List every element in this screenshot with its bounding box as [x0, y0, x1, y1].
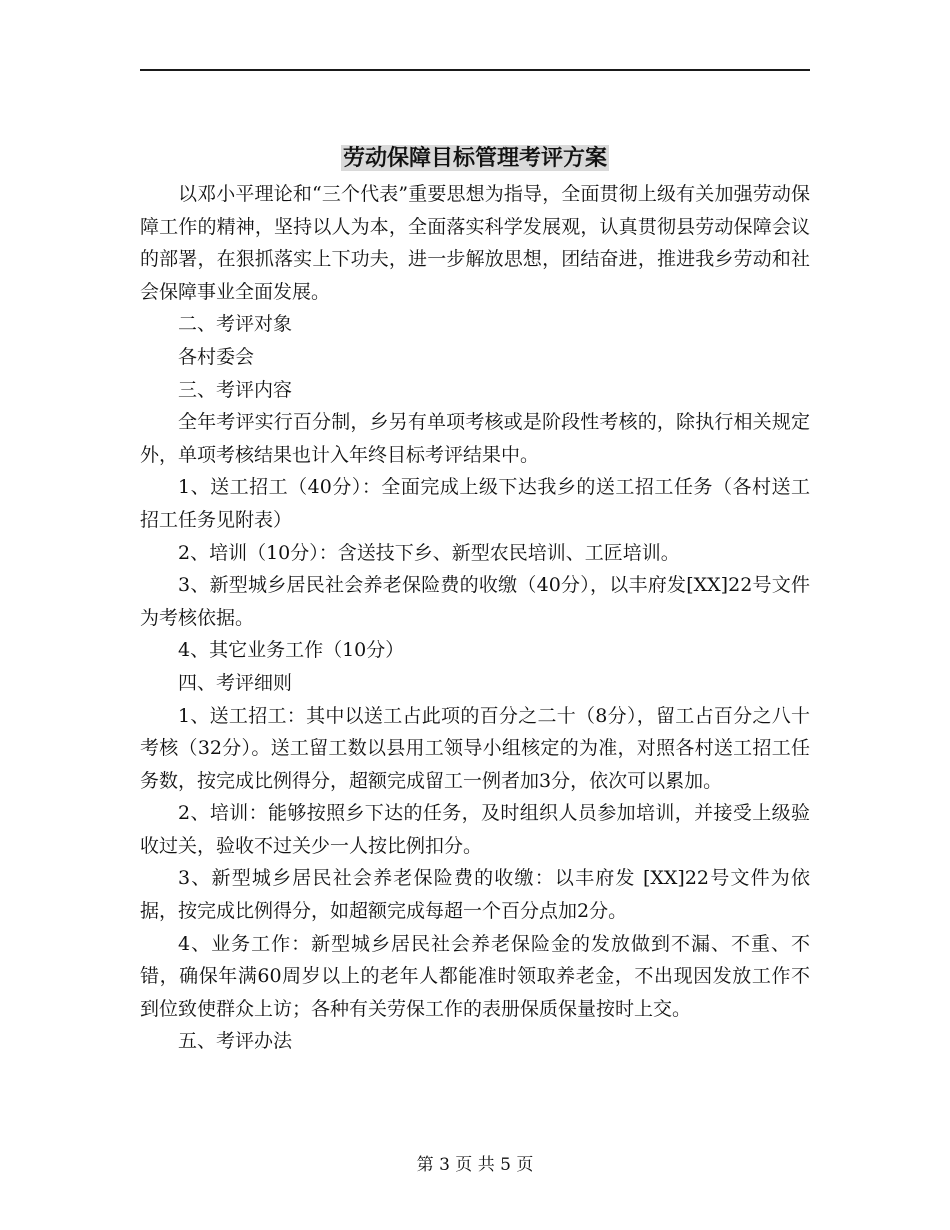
section-heading: 三、考评内容 [178, 378, 293, 401]
list-item: 2、培训（10分）：含送技下乡、新型农民培训、工匠培训。 [178, 541, 680, 564]
list-item: 1、送工招工（40分）：全面完成上级下达我乡的送工招工任务（各村送工招工任务见附表） [140, 476, 810, 531]
list-item: 3、新型城乡居民社会养老保险费的收缴（40分），以丰府发[XX]22号文件为考核依据。 [140, 574, 810, 629]
section-heading: 五、考评办法 [178, 1030, 293, 1053]
document-title-text: 劳动保障目标管理考评方案 [342, 145, 607, 171]
header-rule [140, 69, 810, 71]
paragraph: 以邓小平理论和“三个代表”重要思想为指导，全面贯彻上级有关加强劳动保障工作的精神，坚持以人为本，全面落实科学发展观，认真贯彻县劳动保障会议的部署，在狠抓落实上下功夫，进一步解放思想，团结奋进，推进我乡劳动和社会保障事业全面发展。 [140, 183, 810, 303]
section-heading: 四、考评细则 [178, 671, 293, 694]
paragraph: 全年考评实行百分制，乡另有单项考核或是阶段性考核的，除执行相关规定外，单项考核结果也计入年终目标考评结果中。 [140, 411, 810, 466]
document-title [0, 142, 950, 174]
section-heading: 二、考评对象 [178, 313, 293, 336]
page-footer: 第 3 页 共 5 页 [416, 1155, 534, 1175]
list-item: 1、送工招工：其中以送工占此项的百分之二十（8分），留工占百分之八十考核（32分）。送工留工数以县用工领导小组核定的为准，对照各村送工招工任务数，按完成比例得分，超额完成留工一例者加3分，依次可以累加。 [140, 704, 810, 792]
list-item: 4、业务工作：新型城乡居民社会养老保险金的发放做到不漏、不重、不错，确保年满60周岁以上的老年人都能准时领取养老金，不出现因发放工作不到位致使群众上访；各种有关劳保工作的表册保质保量按时上交。 [140, 932, 810, 1020]
list-item: 2、培训：能够按照乡下达的任务，及时组织人员参加培训，并接受上级验收过关，验收不过关少一人按比例扣分。 [140, 802, 810, 857]
list-item: 3、新型城乡居民社会养老保险费的收缴：以丰府发 [XX]22号文件为依据，按完成比例得分，如超额完成每超一个百分点加2分。 [140, 867, 810, 923]
paragraph: 各村委会 [178, 345, 255, 368]
document-body [140, 178, 810, 1058]
list-item: 4、其它业务工作（10分） [178, 639, 405, 662]
